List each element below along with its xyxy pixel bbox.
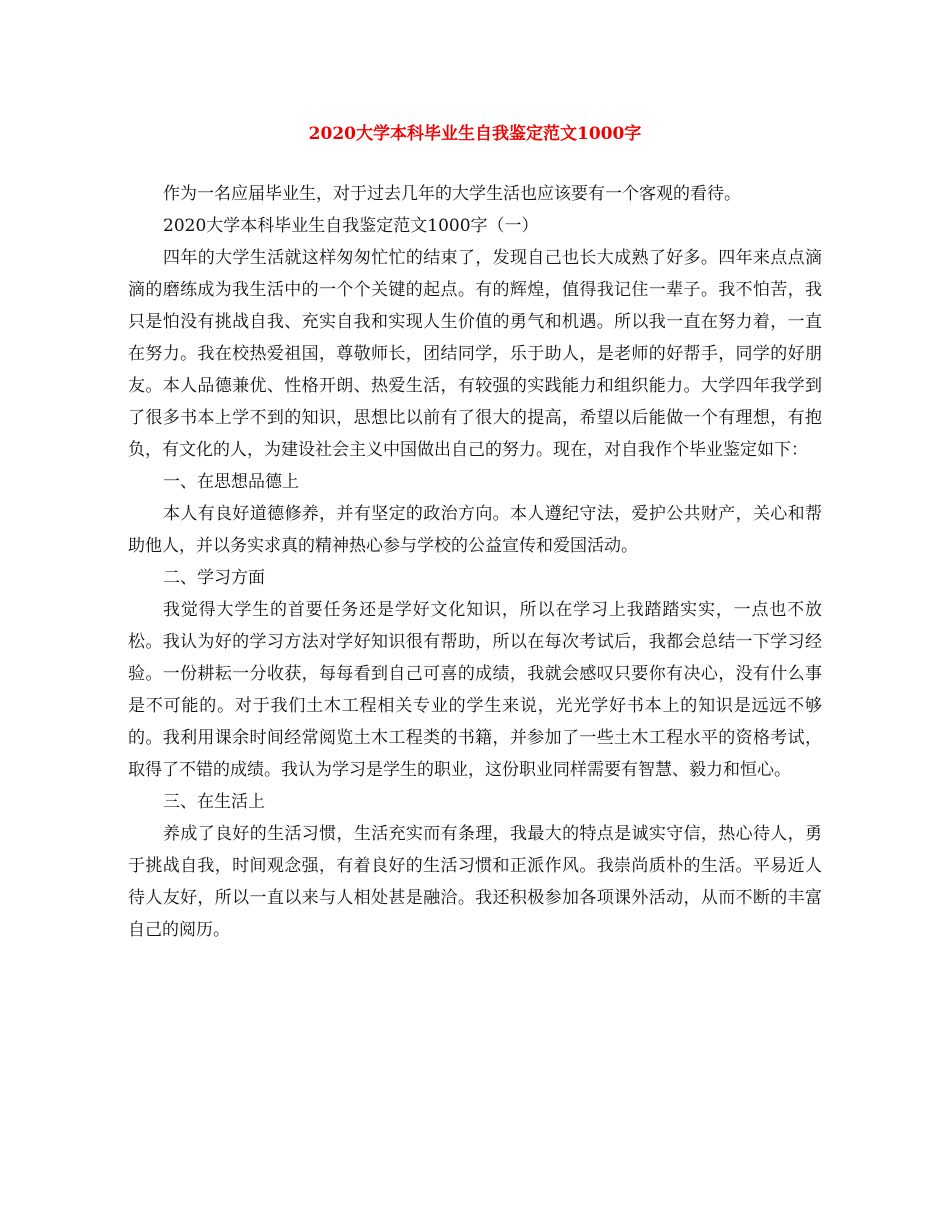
body-paragraph: 养成了良好的生活习惯，生活充实而有条理，我最大的特点是诚实守信，热心待人，勇于挑战自我，时间观念强，有着良好的生活习惯和正派作风。我崇尚质朴的生活。平易近人待人友好，所以一直以来与人相处甚是融洽。我还积极参加各项课外活动，从而不断的丰富自己的阅历。 xyxy=(128,824,822,940)
section-heading-moral: 一、在思想品德上 xyxy=(163,472,299,492)
body-paragraph: 本人有良好道德修养，并有坚定的政治方向。本人遵纪守法，爱护公共财产，关心和帮助他人，并以务实求真的精神热心参与学校的公益宣传和爱国活动。 xyxy=(128,504,822,556)
section-heading-study: 二、学习方面 xyxy=(163,568,265,588)
section-heading-sample-one: 2020大学本科毕业生自我鉴定范文1000字（一） xyxy=(163,216,539,236)
document-body xyxy=(128,178,822,946)
body-paragraph: 四年的大学生活就这样匆匆忙忙的结束了，发现自己也长大成熟了好多。四年来点点滴滴的磨练成为我生活中的一个个关键的起点。有的辉煌，值得我记住一辈子。我不怕苦，我只是怕没有挑战自我、充实自我和实现人生价值的勇气和机遇。所以我一直在努力着，一直在努力。我在校热爱祖国，尊敬师长，团结同学，乐于助人，是老师的好帮手，同学的好朋友。本人品德兼优、性格开朗、热爱生活，有较强的实践能力和组织能力。大学四年我学到了很多书本上学不到的知识，思想比以前有了很大的提高，希望以后能做一个有理想，有抱负，有文化的人，为建设社会主义中国做出自己的努力。现在，对自我作个毕业鉴定如下： xyxy=(128,248,822,460)
section-heading-life: 三、在生活上 xyxy=(163,792,265,812)
body-paragraph: 我觉得大学生的首要任务还是学好文化知识，所以在学习上我踏踏实实，一点也不放松。我认为好的学习方法对学好知识很有帮助，所以在每次考试后，我都会总结一下学习经验。一份耕耘一分收获，每每看到自己可喜的成绩，我就会感叹只要你有决心，没有什么事是不可能的。对于我们土木工程相关专业的学生来说，光光学好书本上的知识是远远不够的。我利用课余时间经常阅览土木工程类的书籍，并参加了一些土木工程水平的资格考试，取得了不错的成绩。我认为学习是学生的职业，这份职业同样需要有智慧、毅力和恒心。 xyxy=(128,600,822,780)
intro-paragraph: 作为一名应届毕业生，对于过去几年的大学生活也应该要有一个客观的看待。 xyxy=(163,184,741,204)
document-title: 2020大学本科毕业生自我鉴定范文1000字 xyxy=(308,124,642,144)
